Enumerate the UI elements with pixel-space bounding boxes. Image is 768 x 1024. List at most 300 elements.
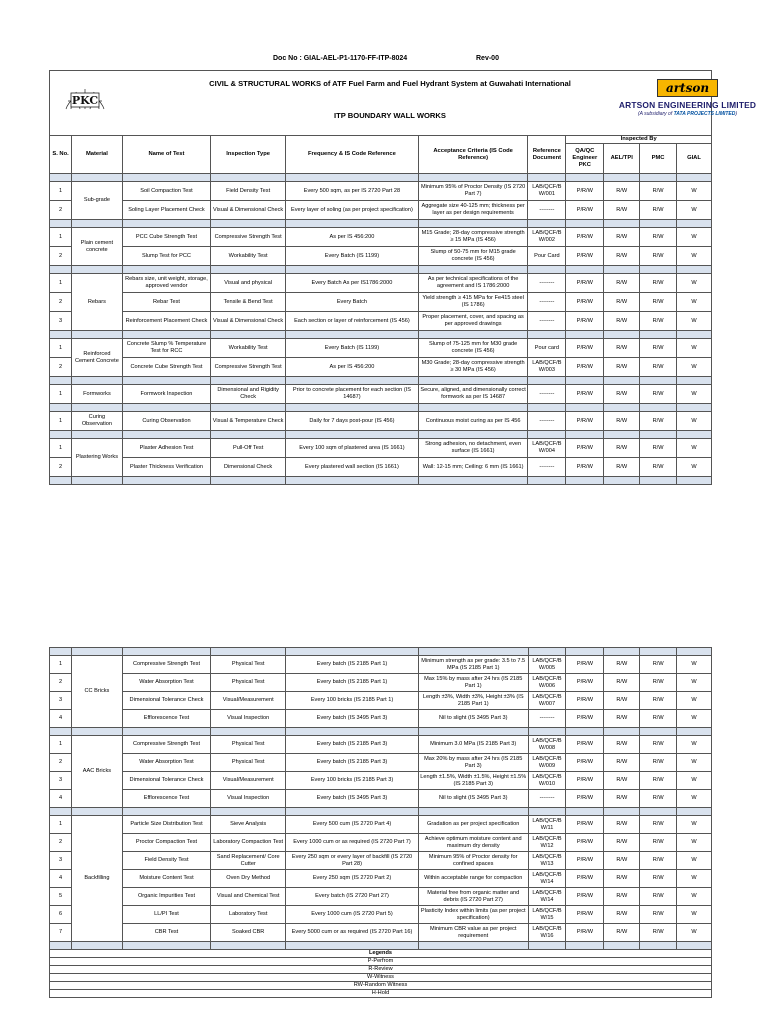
cell-reference: LAB/QCF/B W/12: [528, 834, 566, 852]
cell-gial: W: [676, 274, 711, 293]
separator-cell: [640, 331, 677, 339]
cell-frequency: Every 5000 cum or as required (IS 2720 Part 16): [286, 924, 419, 942]
separator-cell: [418, 808, 528, 816]
cell-ael: R/W: [604, 439, 640, 458]
cell-qa: P/R/W: [566, 312, 604, 331]
cell-ael: R/W: [604, 182, 640, 201]
cell-reference: LAB/QCF/B W/003: [528, 358, 566, 377]
separator-cell: [418, 477, 528, 485]
cell-criteria: Within acceptable range for compaction: [418, 870, 528, 888]
section-separator: [50, 331, 712, 339]
cell-gial: W: [677, 754, 712, 772]
cell-reference: --------: [528, 790, 566, 808]
cell-test-name: Water Absorption Test: [122, 754, 211, 772]
separator-cell: [72, 808, 123, 816]
cell-qa: P/R/W: [566, 358, 604, 377]
table-row: [50, 790, 712, 808]
separator-cell: [676, 404, 711, 412]
separator-cell: [566, 648, 604, 656]
cell-criteria: Minimum CBR value as per project requirement: [418, 924, 528, 942]
cell-criteria: Plasticity Index within limits (as per project specification): [418, 906, 528, 924]
contractor-logo: [615, 79, 760, 117]
separator-cell: [528, 404, 566, 412]
cell-criteria: Slump of 75-125 mm for M30 grade concrete (IS 456): [418, 339, 528, 358]
separator-cell: [418, 942, 528, 950]
cell-sno: 2: [50, 674, 72, 692]
cell-ael: R/W: [604, 247, 640, 266]
cell-gial: W: [677, 772, 712, 790]
cell-test-name: Formwork Inspection: [122, 385, 211, 404]
separator-cell: [528, 174, 566, 182]
cell-inspection-type: Sieve Analysis: [211, 816, 286, 834]
cell-reference: LAB/QCF/B W/14: [528, 870, 566, 888]
separator-cell: [528, 377, 566, 385]
cell-criteria: Proper placement, cover, and spacing as per approved drawings: [418, 312, 528, 331]
separator-cell: [528, 477, 566, 485]
cell-test-name: Efflorescence Test: [122, 790, 211, 808]
separator-cell: [211, 728, 286, 736]
cell-ael: R/W: [604, 339, 640, 358]
contractor-subtitle: (A subsidiary of TATA PROJECTS LIMITED): [637, 111, 738, 118]
cell-qa: P/R/W: [566, 458, 604, 477]
separator-cell: [676, 266, 711, 274]
cell-ael: R/W: [604, 293, 640, 312]
separator-cell: [604, 404, 640, 412]
cell-qa: P/R/W: [566, 754, 604, 772]
cell-inspection-type: Physical Test: [211, 656, 286, 674]
separator-cell: [677, 728, 712, 736]
table-row: [50, 312, 712, 331]
separator-cell: [640, 942, 677, 950]
cell-qa: P/R/W: [566, 852, 604, 870]
cell-criteria: Slump of 50-75 mm for M15 grade concrete (IS 456): [418, 247, 528, 266]
cell-inspection-type: Visual/Measurement: [211, 692, 286, 710]
cell-pmc: R/W: [640, 772, 677, 790]
cell-reference: --------: [528, 274, 566, 293]
cell-frequency: Every 100 bricks (IS 2185 Part 1): [286, 692, 419, 710]
cell-frequency: Every plastered wall section (IS 1661): [286, 458, 419, 477]
cell-inspection-type: Tensile & Bend Test: [211, 293, 286, 312]
cell-frequency: Every batch (IS 2185 Part 1): [286, 674, 419, 692]
cell-reference: LAB/QCF/B W/14: [528, 888, 566, 906]
cell-reference: LAB/QCF/B W/006: [528, 674, 566, 692]
cell-pmc: R/W: [640, 834, 677, 852]
separator-cell: [50, 220, 72, 228]
cell-ael: R/W: [604, 906, 640, 924]
cell-criteria: Max 15% by mass after 24 hrs (IS 2185 Part 1): [418, 674, 528, 692]
separator-cell: [528, 648, 566, 656]
cell-criteria: Gradation as per project specification: [418, 816, 528, 834]
cell-qa: P/R/W: [566, 888, 604, 906]
separator-cell: [72, 220, 123, 228]
table-row: [50, 772, 712, 790]
section-separator: [50, 728, 712, 736]
cell-sno: 2: [50, 358, 72, 377]
cell-material: Plastering Works: [72, 439, 123, 477]
separator-cell: [286, 266, 419, 274]
cell-qa: P/R/W: [566, 906, 604, 924]
col-inspected-by: Inspected By: [566, 136, 712, 144]
itp-table-page2: [49, 647, 712, 998]
cell-sno: 3: [50, 772, 72, 790]
separator-cell: [677, 808, 712, 816]
cell-gial: W: [677, 924, 712, 942]
section-separator: [50, 431, 712, 439]
cell-reference: Pour card: [528, 339, 566, 358]
cell-gial: W: [677, 736, 712, 754]
legend-item: P-Perfrom: [50, 958, 712, 966]
cell-criteria: Minimum strength as per grade: 3.5 to 7.5 MPa (IS 2185 Part 1): [418, 656, 528, 674]
cell-test-name: LL/PI Test: [122, 906, 211, 924]
cell-criteria: Max 20% by mass after 24 hrs (IS 2185 Part 3): [418, 754, 528, 772]
table-row: [50, 201, 712, 220]
cell-frequency: Every 500 cum (IS 2720 Part 4): [286, 816, 419, 834]
cell-ael: R/W: [604, 385, 640, 404]
cell-gial: W: [677, 834, 712, 852]
cell-test-name: Dimensional Tolerance Check: [122, 772, 211, 790]
cell-pmc: R/W: [640, 710, 677, 728]
cell-reference: LAB/QCF/B W/001: [528, 182, 566, 201]
cell-material: Sub-grade: [72, 182, 123, 220]
section-separator: [50, 942, 712, 950]
cell-sno: 1: [50, 816, 72, 834]
separator-cell: [211, 220, 286, 228]
doc-header-line: [0, 55, 768, 67]
cell-criteria: Nil to slight (IS 3495 Part 3): [418, 710, 528, 728]
table-row: [50, 385, 712, 404]
project-title: CIVIL & STRUCTURAL WORKS of ATF Fuel Farm and Fuel Hydrant System at Guwahati International: [209, 79, 571, 88]
cell-sno: 2: [50, 754, 72, 772]
itp-table-page1: [49, 70, 757, 485]
cell-inspection-type: Visual and Chemical Test: [211, 888, 286, 906]
cell-ael: R/W: [604, 888, 640, 906]
cell-pmc: R/W: [640, 385, 677, 404]
separator-cell: [566, 331, 604, 339]
separator-cell: [122, 404, 211, 412]
cell-qa: P/R/W: [566, 656, 604, 674]
cell-gial: W: [676, 339, 711, 358]
cell-sno: 1: [50, 228, 72, 247]
separator-cell: [566, 728, 604, 736]
cell-qa: P/R/W: [566, 710, 604, 728]
cell-sno: 1: [50, 439, 72, 458]
separator-cell: [286, 220, 419, 228]
cell-criteria: Yield strength ≥ 415 MPa for Fe415 steel (IS 1786): [418, 293, 528, 312]
cell-pmc: R/W: [640, 736, 677, 754]
separator-cell: [50, 266, 72, 274]
separator-cell: [122, 728, 211, 736]
cell-pmc: R/W: [640, 293, 677, 312]
cell-reference: LAB/QCF/B W/13: [528, 852, 566, 870]
cell-test-name: Efflorescence Test: [122, 710, 211, 728]
pkc-logo-icon: [62, 77, 108, 121]
table-row: [50, 458, 712, 477]
separator-cell: [50, 728, 72, 736]
cell-reference: --------: [528, 201, 566, 220]
section-separator: [50, 220, 712, 228]
separator-cell: [640, 174, 677, 182]
cell-criteria: Material free from organic matter and debris (IS 2720 Part 27): [418, 888, 528, 906]
cell-material: Formworks: [72, 385, 123, 404]
cell-inspection-type: Compressive Strength Test: [211, 358, 286, 377]
col-gial: GIAL: [676, 144, 711, 174]
cell-gial: W: [676, 293, 711, 312]
cell-gial: W: [676, 247, 711, 266]
cell-pmc: R/W: [640, 201, 677, 220]
cell-pmc: R/W: [640, 412, 677, 431]
cell-sno: 7: [50, 924, 72, 942]
cell-frequency: Every Batch (IS 1199): [286, 339, 419, 358]
legend-item: W-Witness: [50, 974, 712, 982]
cell-qa: P/R/W: [566, 736, 604, 754]
cell-inspection-type: Laboratory Compaction Test: [211, 834, 286, 852]
cell-inspection-type: Dimensional Check: [211, 458, 286, 477]
separator-cell: [122, 331, 211, 339]
cell-pmc: R/W: [640, 274, 677, 293]
separator-cell: [286, 431, 419, 439]
separator-cell: [418, 648, 528, 656]
col-qa: QA/QC Engineer PKC: [566, 144, 604, 174]
cell-test-name: PCC Cube Strength Test: [122, 228, 211, 247]
cell-gial: W: [677, 888, 712, 906]
cell-ael: R/W: [604, 692, 640, 710]
separator-cell: [604, 728, 640, 736]
col-ael: AEL/TPI: [604, 144, 640, 174]
separator-cell: [566, 220, 604, 228]
separator-cell: [72, 431, 123, 439]
separator-cell: [286, 174, 419, 182]
separator-cell: [72, 477, 123, 485]
separator-cell: [72, 728, 123, 736]
cell-ael: R/W: [604, 772, 640, 790]
itp-title: ITP BOUNDARY WALL WORKS: [334, 111, 446, 120]
table-row: [50, 274, 712, 293]
cell-ael: R/W: [604, 674, 640, 692]
cell-ael: R/W: [604, 412, 640, 431]
cell-reference: LAB/QCF/B W/004: [528, 439, 566, 458]
separator-cell: [122, 431, 211, 439]
cell-qa: P/R/W: [566, 201, 604, 220]
cell-frequency: Every batch (IS 3495 Part 3): [286, 710, 419, 728]
cell-inspection-type: Compressive Strength Test: [211, 228, 286, 247]
separator-cell: [418, 377, 528, 385]
separator-cell: [122, 174, 211, 182]
cell-pmc: R/W: [640, 816, 677, 834]
cell-material: Plain cement concrete: [72, 228, 123, 266]
cell-criteria: Length ±3%, Width ±3%, Height ±3% (IS 2185 Part 1): [418, 692, 528, 710]
cell-material: Reinforced Cement Concrete: [72, 339, 123, 377]
cell-reference: --------: [528, 458, 566, 477]
table-row: [50, 834, 712, 852]
separator-cell: [676, 220, 711, 228]
separator-cell: [211, 942, 286, 950]
separator-cell: [640, 808, 677, 816]
legends-title: Legends: [50, 950, 712, 958]
cell-test-name: Concrete Cube Strength Test: [122, 358, 211, 377]
cell-frequency: Every 250 sqm or every layer of backfill (IS 2720 Part 28): [286, 852, 419, 870]
cell-inspection-type: Visual Inspection: [211, 710, 286, 728]
cell-qa: P/R/W: [566, 870, 604, 888]
cell-sno: 6: [50, 906, 72, 924]
cell-frequency: Every 1000 cum (IS 2720 Part 5): [286, 906, 419, 924]
cell-ael: R/W: [604, 458, 640, 477]
cell-inspection-type: Pull-Off Test: [211, 439, 286, 458]
cell-sno: 4: [50, 710, 72, 728]
legend-item: RW-Random Witness: [50, 982, 712, 990]
separator-cell: [286, 942, 419, 950]
cell-qa: P/R/W: [566, 816, 604, 834]
cell-frequency: Every 500 sqm, as per IS 2720 Part 28: [286, 182, 419, 201]
separator-cell: [211, 648, 286, 656]
cell-test-name: Compressive Strength Test: [122, 736, 211, 754]
cell-test-name: CBR Test: [122, 924, 211, 942]
separator-cell: [640, 266, 677, 274]
cell-reference: LAB/QCF/B W/010: [528, 772, 566, 790]
separator-cell: [566, 808, 604, 816]
cell-inspection-type: Sand Replacement/ Core Cutter: [211, 852, 286, 870]
table-row: [50, 852, 712, 870]
cell-sno: 1: [50, 656, 72, 674]
separator-cell: [72, 404, 123, 412]
cell-inspection-type: Visual & Dimensional Check: [211, 312, 286, 331]
cell-qa: P/R/W: [566, 790, 604, 808]
cell-test-name: Rebars size, unit weight, storage, approved vendor: [122, 274, 211, 293]
separator-cell: [676, 174, 711, 182]
cell-frequency: Every 1000 cum or as required (IS 2720 Part 7): [286, 834, 419, 852]
legend-item: H-Hold: [50, 990, 712, 998]
cell-criteria: Strong adhesion, no detachment, even surface (IS 1661): [418, 439, 528, 458]
separator-cell: [122, 220, 211, 228]
cell-reference: LAB/QCF/B W/009: [528, 754, 566, 772]
contractor-name: ARTSON ENGINEERING LIMITED: [618, 100, 757, 111]
separator-cell: [640, 377, 677, 385]
cell-qa: P/R/W: [566, 924, 604, 942]
separator-cell: [211, 477, 286, 485]
cell-criteria: Secure, aligned, and dimensionally correct formwork as per IS 14687: [418, 385, 528, 404]
cell-sno: 3: [50, 312, 72, 331]
separator-cell: [211, 331, 286, 339]
cell-ael: R/W: [604, 736, 640, 754]
separator-cell: [676, 377, 711, 385]
cell-ael: R/W: [604, 358, 640, 377]
cell-frequency: Prior to concrete placement for each section (IS 14687): [286, 385, 419, 404]
cell-sno: 1: [50, 385, 72, 404]
cell-qa: P/R/W: [566, 182, 604, 201]
separator-cell: [604, 266, 640, 274]
cell-reference: --------: [528, 312, 566, 331]
cell-ael: R/W: [604, 852, 640, 870]
cell-qa: P/R/W: [566, 772, 604, 790]
artson-logo-icon: artson: [657, 79, 718, 97]
cell-reference: LAB/QCF/B W/002: [528, 228, 566, 247]
separator-cell: [604, 174, 640, 182]
cell-frequency: Every batch (IS 2720 Part 27): [286, 888, 419, 906]
cell-ael: R/W: [604, 710, 640, 728]
separator-cell: [50, 808, 72, 816]
separator-cell: [211, 431, 286, 439]
cell-criteria: Continuous moist curing as per IS 456: [418, 412, 528, 431]
separator-cell: [418, 431, 528, 439]
cell-inspection-type: Physical Test: [211, 754, 286, 772]
cell-frequency: Every Batch: [286, 293, 419, 312]
cell-sno: 2: [50, 834, 72, 852]
separator-cell: [418, 404, 528, 412]
cell-gial: W: [676, 458, 711, 477]
cell-criteria: Minimum 95% of Proctor density for confined spaces: [418, 852, 528, 870]
cell-inspection-type: Visual/Measurement: [211, 772, 286, 790]
separator-cell: [50, 942, 72, 950]
cell-sno: 2: [50, 293, 72, 312]
cell-test-name: Compressive Strength Test: [122, 656, 211, 674]
cell-pmc: R/W: [640, 888, 677, 906]
separator-cell: [604, 431, 640, 439]
col-frequency: Frequency & IS Code Reference: [286, 136, 419, 174]
cell-qa: P/R/W: [566, 339, 604, 358]
separator-cell: [604, 808, 640, 816]
cell-criteria: M15 Grade; 28-day compressive strength ≥ 15 MPa (IS 456): [418, 228, 528, 247]
cell-inspection-type: Visual Inspection: [211, 790, 286, 808]
separator-cell: [604, 942, 640, 950]
table-row: [50, 228, 712, 247]
separator-cell: [566, 174, 604, 182]
cell-reference: --------: [528, 412, 566, 431]
separator-cell: [72, 377, 123, 385]
cell-qa: P/R/W: [566, 439, 604, 458]
separator-cell: [122, 477, 211, 485]
separator-cell: [528, 728, 566, 736]
cell-sno: 5: [50, 888, 72, 906]
legend-item: R-Review: [50, 966, 712, 974]
revision: Rev-00: [476, 55, 499, 62]
cell-criteria: Minimum 95% of Proctor Density (IS 2720 Part 7): [418, 182, 528, 201]
cell-gial: W: [676, 412, 711, 431]
cell-reference: Pour Card: [528, 247, 566, 266]
col-test: Name of Test: [122, 136, 211, 174]
cell-sno: 1: [50, 412, 72, 431]
cell-ael: R/W: [604, 228, 640, 247]
cell-frequency: Each section or layer of reinforcement (IS 456): [286, 312, 419, 331]
cell-sno: 2: [50, 458, 72, 477]
cell-sno: 4: [50, 790, 72, 808]
cell-test-name: Plaster Adhesion Test: [122, 439, 211, 458]
cell-pmc: R/W: [640, 870, 677, 888]
separator-cell: [528, 331, 566, 339]
cell-reference: --------: [528, 385, 566, 404]
cell-gial: W: [676, 439, 711, 458]
cell-frequency: Every 100 sqm of plastered area (IS 1661): [286, 439, 419, 458]
cell-sno: 1: [50, 182, 72, 201]
cell-sno: 4: [50, 870, 72, 888]
separator-cell: [50, 431, 72, 439]
cell-sno: 1: [50, 274, 72, 293]
cell-pmc: R/W: [640, 692, 677, 710]
cell-criteria: Minimum 3.0 MPa (IS 2185 Part 3): [418, 736, 528, 754]
cell-gial: W: [677, 790, 712, 808]
separator-cell: [286, 648, 419, 656]
cell-frequency: Every batch (IS 2185 Part 1): [286, 656, 419, 674]
cell-reference: LAB/QCF/B W/005: [528, 656, 566, 674]
section-separator: [50, 404, 712, 412]
cell-criteria: Aggregate size 40-125 mm; thickness per layer as per design requirements: [418, 201, 528, 220]
cell-frequency: Every batch (IS 2185 Part 3): [286, 754, 419, 772]
cell-test-name: Rebar Test: [122, 293, 211, 312]
cell-inspection-type: Oven Dry Method: [211, 870, 286, 888]
cell-gial: W: [677, 692, 712, 710]
col-sno: S. No.: [50, 136, 72, 174]
cell-frequency: Every batch (IS 2185 Part 3): [286, 736, 419, 754]
cell-ael: R/W: [604, 754, 640, 772]
cell-qa: P/R/W: [566, 385, 604, 404]
